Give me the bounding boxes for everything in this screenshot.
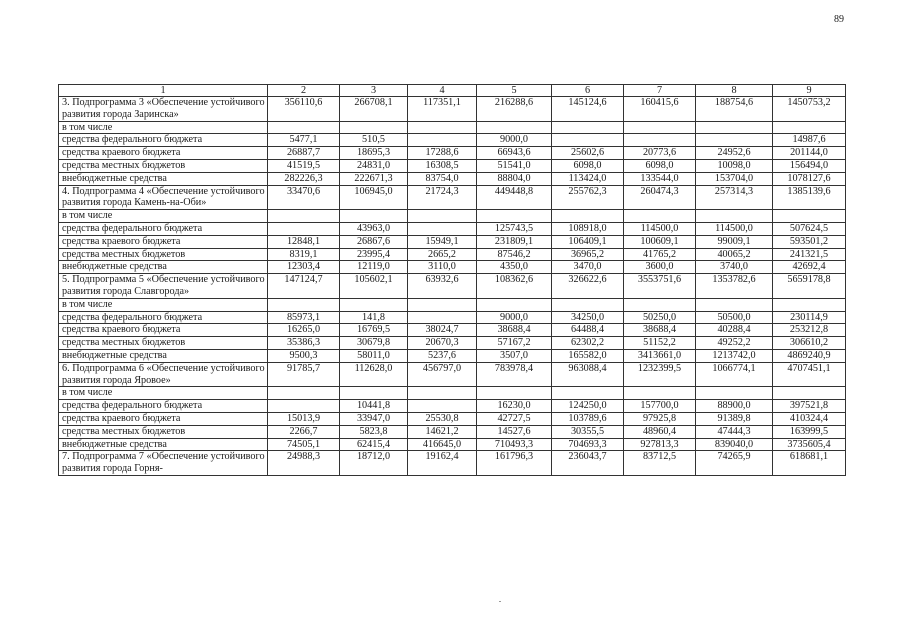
value-cell: 87546,2 — [477, 248, 552, 261]
value-cell: 20670,3 — [408, 337, 477, 350]
budget-table — [58, 84, 846, 476]
value-cell: 1353782,6 — [696, 274, 773, 299]
value-cell: 147124,7 — [268, 274, 340, 299]
row-name-cell: средства местных бюджетов — [59, 159, 268, 172]
value-cell — [268, 298, 340, 311]
value-cell: 88900,0 — [696, 400, 773, 413]
value-cell: 100609,1 — [624, 235, 696, 248]
subprogram-row — [59, 362, 846, 387]
value-cell: 58011,0 — [340, 349, 408, 362]
funding-source-row — [59, 172, 846, 185]
funding-source-row — [59, 134, 846, 147]
row-name-cell: 7. Подпрограмма 7 «Обеспечение устойчивого развития города Горня- — [59, 451, 268, 476]
value-cell: 133544,0 — [624, 172, 696, 185]
value-cell: 103789,6 — [552, 412, 624, 425]
row-name-cell: в том числе — [59, 121, 268, 134]
value-cell: 30679,8 — [340, 337, 408, 350]
value-cell — [624, 134, 696, 147]
row-name-cell: в том числе — [59, 298, 268, 311]
value-cell: 255762,3 — [552, 185, 624, 210]
row-name-cell: средства федерального бюджета — [59, 134, 268, 147]
value-cell: 83754,0 — [408, 172, 477, 185]
value-cell — [268, 121, 340, 134]
row-name-cell: средства местных бюджетов — [59, 248, 268, 261]
value-cell: 1385139,6 — [773, 185, 846, 210]
value-cell: 5237,6 — [408, 349, 477, 362]
value-cell: 1078127,6 — [773, 172, 846, 185]
value-cell: 145124,6 — [552, 97, 624, 122]
value-cell: 74265,9 — [696, 451, 773, 476]
value-cell: 1450753,2 — [773, 97, 846, 122]
value-cell — [477, 387, 552, 400]
header-cell: 6 — [552, 85, 624, 97]
value-cell: 156494,0 — [773, 159, 846, 172]
header-cell: 5 — [477, 85, 552, 97]
value-cell: 113424,0 — [552, 172, 624, 185]
value-cell: 35386,3 — [268, 337, 340, 350]
value-cell — [624, 210, 696, 223]
value-cell — [477, 210, 552, 223]
row-name-cell: средства федерального бюджета — [59, 311, 268, 324]
value-cell: 63932,6 — [408, 274, 477, 299]
value-cell: 108362,6 — [477, 274, 552, 299]
subheading-row — [59, 210, 846, 223]
value-cell: 160415,6 — [624, 97, 696, 122]
funding-source-row — [59, 337, 846, 350]
row-name-cell: средства краевого бюджета — [59, 235, 268, 248]
value-cell: 16308,5 — [408, 159, 477, 172]
value-cell: 106945,0 — [340, 185, 408, 210]
row-name-cell: в том числе — [59, 387, 268, 400]
value-cell: 38688,4 — [624, 324, 696, 337]
row-name-cell: средства федерального бюджета — [59, 222, 268, 235]
value-cell: 306610,2 — [773, 337, 846, 350]
table-body — [59, 85, 846, 476]
row-name-cell: внебюджетные средства — [59, 261, 268, 274]
value-cell — [268, 400, 340, 413]
value-cell: 141,8 — [340, 311, 408, 324]
value-cell: 3413661,0 — [624, 349, 696, 362]
value-cell — [408, 121, 477, 134]
value-cell: 51541,0 — [477, 159, 552, 172]
value-cell — [773, 210, 846, 223]
value-cell: 6098,0 — [552, 159, 624, 172]
value-cell: 24952,6 — [696, 147, 773, 160]
value-cell — [696, 387, 773, 400]
value-cell: 33947,0 — [340, 412, 408, 425]
value-cell: 16230,0 — [477, 400, 552, 413]
value-cell: 3507,0 — [477, 349, 552, 362]
value-cell — [408, 387, 477, 400]
value-cell: 4707451,1 — [773, 362, 846, 387]
row-name-cell: средства местных бюджетов — [59, 337, 268, 350]
value-cell: 105602,1 — [340, 274, 408, 299]
value-cell: 9500,3 — [268, 349, 340, 362]
funding-source-row — [59, 412, 846, 425]
value-cell: 114500,0 — [696, 222, 773, 235]
value-cell: 42727,5 — [477, 412, 552, 425]
value-cell: 30355,5 — [552, 425, 624, 438]
header-cell: 4 — [408, 85, 477, 97]
value-cell: 839040,0 — [696, 438, 773, 451]
value-cell: 416645,0 — [408, 438, 477, 451]
value-cell: 10098,0 — [696, 159, 773, 172]
header-cell: 1 — [59, 85, 268, 97]
value-cell: 91785,7 — [268, 362, 340, 387]
value-cell: 24831,0 — [340, 159, 408, 172]
value-cell — [340, 387, 408, 400]
value-cell — [340, 210, 408, 223]
value-cell: 34250,0 — [552, 311, 624, 324]
value-cell: 57167,2 — [477, 337, 552, 350]
value-cell: 5659178,8 — [773, 274, 846, 299]
row-name-cell: средства краевого бюджета — [59, 324, 268, 337]
value-cell — [340, 298, 408, 311]
value-cell: 704693,3 — [552, 438, 624, 451]
value-cell: 85973,1 — [268, 311, 340, 324]
funding-source-row — [59, 324, 846, 337]
value-cell: 18712,0 — [340, 451, 408, 476]
value-cell: 20773,6 — [624, 147, 696, 160]
value-cell: 216288,6 — [477, 97, 552, 122]
header-cell: 8 — [696, 85, 773, 97]
value-cell: 963088,4 — [552, 362, 624, 387]
value-cell: 99009,1 — [696, 235, 773, 248]
value-cell: 40288,4 — [696, 324, 773, 337]
value-cell: 410324,4 — [773, 412, 846, 425]
value-cell — [408, 222, 477, 235]
value-cell: 74505,1 — [268, 438, 340, 451]
value-cell: 231809,1 — [477, 235, 552, 248]
value-cell — [477, 121, 552, 134]
value-cell: 108918,0 — [552, 222, 624, 235]
value-cell: 97925,8 — [624, 412, 696, 425]
funding-source-row — [59, 400, 846, 413]
value-cell — [268, 387, 340, 400]
value-cell: 593501,2 — [773, 235, 846, 248]
value-cell: 38688,4 — [477, 324, 552, 337]
value-cell: 38024,7 — [408, 324, 477, 337]
value-cell — [552, 121, 624, 134]
value-cell: 62415,4 — [340, 438, 408, 451]
value-cell: 125743,5 — [477, 222, 552, 235]
value-cell: 266708,1 — [340, 97, 408, 122]
value-cell — [552, 298, 624, 311]
value-cell: 24988,3 — [268, 451, 340, 476]
value-cell: 19162,4 — [408, 451, 477, 476]
value-cell: 4869240,9 — [773, 349, 846, 362]
row-name-cell: средства краевого бюджета — [59, 412, 268, 425]
value-cell: 710493,3 — [477, 438, 552, 451]
value-cell: 66943,6 — [477, 147, 552, 160]
value-cell — [773, 298, 846, 311]
value-cell: 3553751,6 — [624, 274, 696, 299]
value-cell: 14987,6 — [773, 134, 846, 147]
value-cell: 188754,6 — [696, 97, 773, 122]
value-cell: 1066774,1 — [696, 362, 773, 387]
value-cell: 17288,6 — [408, 147, 477, 160]
value-cell — [696, 134, 773, 147]
value-cell: 48960,4 — [624, 425, 696, 438]
value-cell — [773, 121, 846, 134]
value-cell: 9000,0 — [477, 134, 552, 147]
value-cell: 3110,0 — [408, 261, 477, 274]
funding-source-row — [59, 222, 846, 235]
funding-source-row — [59, 438, 846, 451]
value-cell — [268, 210, 340, 223]
value-cell — [624, 387, 696, 400]
value-cell: 157700,0 — [624, 400, 696, 413]
value-cell: 8319,1 — [268, 248, 340, 261]
value-cell: 117351,1 — [408, 97, 477, 122]
value-cell — [696, 210, 773, 223]
value-cell — [696, 121, 773, 134]
value-cell: 12119,0 — [340, 261, 408, 274]
header-cell: 9 — [773, 85, 846, 97]
value-cell: 241321,5 — [773, 248, 846, 261]
value-cell: 112628,0 — [340, 362, 408, 387]
value-cell: 42692,4 — [773, 261, 846, 274]
value-cell: 14621,2 — [408, 425, 477, 438]
value-cell — [340, 121, 408, 134]
value-cell: 106409,1 — [552, 235, 624, 248]
value-cell: 260474,3 — [624, 185, 696, 210]
value-cell — [408, 298, 477, 311]
value-cell: 618681,1 — [773, 451, 846, 476]
value-cell — [552, 134, 624, 147]
value-cell: 25602,6 — [552, 147, 624, 160]
row-name-cell: 6. Подпрограмма 6 «Обеспечение устойчивого развития города Яровое» — [59, 362, 268, 387]
value-cell: 114500,0 — [624, 222, 696, 235]
value-cell: 161796,3 — [477, 451, 552, 476]
value-cell: 201144,0 — [773, 147, 846, 160]
value-cell: 3740,0 — [696, 261, 773, 274]
subprogram-row — [59, 97, 846, 122]
value-cell — [268, 222, 340, 235]
value-cell: 282226,3 — [268, 172, 340, 185]
value-cell — [477, 298, 552, 311]
row-name-cell: внебюджетные средства — [59, 438, 268, 451]
value-cell: 927813,3 — [624, 438, 696, 451]
value-cell — [552, 387, 624, 400]
value-cell: 83712,5 — [624, 451, 696, 476]
value-cell: 10441,8 — [340, 400, 408, 413]
value-cell: 507624,5 — [773, 222, 846, 235]
row-name-cell: 4. Подпрограмма 4 «Обеспечение устойчивого развития города Камень-на-Оби» — [59, 185, 268, 210]
subprogram-row — [59, 185, 846, 210]
funding-source-row — [59, 311, 846, 324]
value-cell: 236043,7 — [552, 451, 624, 476]
value-cell: 21724,3 — [408, 185, 477, 210]
row-name-cell: средства местных бюджетов — [59, 425, 268, 438]
value-cell: 50250,0 — [624, 311, 696, 324]
value-cell — [624, 298, 696, 311]
value-cell — [408, 210, 477, 223]
value-cell: 4350,0 — [477, 261, 552, 274]
value-cell: 12303,4 — [268, 261, 340, 274]
value-cell: 64488,4 — [552, 324, 624, 337]
value-cell: 783978,4 — [477, 362, 552, 387]
value-cell: 41519,5 — [268, 159, 340, 172]
subheading-row — [59, 121, 846, 134]
value-cell: 43963,0 — [340, 222, 408, 235]
funding-source-row — [59, 425, 846, 438]
value-cell: 15013,9 — [268, 412, 340, 425]
value-cell: 397521,8 — [773, 400, 846, 413]
header-cell: 2 — [268, 85, 340, 97]
value-cell — [552, 210, 624, 223]
value-cell: 230114,9 — [773, 311, 846, 324]
value-cell: 9000,0 — [477, 311, 552, 324]
value-cell: 16265,0 — [268, 324, 340, 337]
row-name-cell: в том числе — [59, 210, 268, 223]
subprogram-row — [59, 274, 846, 299]
value-cell: 5823,8 — [340, 425, 408, 438]
value-cell: 26887,7 — [268, 147, 340, 160]
value-cell: 1232399,5 — [624, 362, 696, 387]
funding-source-row — [59, 248, 846, 261]
value-cell — [773, 387, 846, 400]
value-cell: 449448,8 — [477, 185, 552, 210]
page-number: 89 — [834, 14, 844, 25]
value-cell: 51152,2 — [624, 337, 696, 350]
row-name-cell: внебюджетные средства — [59, 172, 268, 185]
value-cell — [408, 134, 477, 147]
value-cell: 326622,6 — [552, 274, 624, 299]
value-cell: 15949,1 — [408, 235, 477, 248]
value-cell: 165582,0 — [552, 349, 624, 362]
value-cell: 18695,3 — [340, 147, 408, 160]
value-cell: 36965,2 — [552, 248, 624, 261]
value-cell: 16769,5 — [340, 324, 408, 337]
value-cell — [696, 298, 773, 311]
scan-mark — [499, 601, 501, 602]
funding-source-row — [59, 159, 846, 172]
funding-source-row — [59, 349, 846, 362]
funding-source-row — [59, 261, 846, 274]
value-cell: 222671,3 — [340, 172, 408, 185]
value-cell: 510,5 — [340, 134, 408, 147]
value-cell: 2266,7 — [268, 425, 340, 438]
value-cell: 3735605,4 — [773, 438, 846, 451]
value-cell: 6098,0 — [624, 159, 696, 172]
value-cell: 91389,8 — [696, 412, 773, 425]
row-name-cell: 3. Подпрограмма 3 «Обеспечение устойчивого развития города Заринска» — [59, 97, 268, 122]
value-cell: 153704,0 — [696, 172, 773, 185]
value-cell: 2665,2 — [408, 248, 477, 261]
value-cell: 88804,0 — [477, 172, 552, 185]
value-cell: 163999,5 — [773, 425, 846, 438]
value-cell: 47444,3 — [696, 425, 773, 438]
row-name-cell: средства краевого бюджета — [59, 147, 268, 160]
value-cell: 1213742,0 — [696, 349, 773, 362]
value-cell: 253212,8 — [773, 324, 846, 337]
funding-source-row — [59, 235, 846, 248]
value-cell: 40065,2 — [696, 248, 773, 261]
row-name-cell: средства федерального бюджета — [59, 400, 268, 413]
header-cell: 7 — [624, 85, 696, 97]
value-cell: 23995,4 — [340, 248, 408, 261]
value-cell: 3470,0 — [552, 261, 624, 274]
subprogram-row — [59, 451, 846, 476]
value-cell: 41765,2 — [624, 248, 696, 261]
value-cell — [624, 121, 696, 134]
value-cell — [408, 311, 477, 324]
subheading-row — [59, 387, 846, 400]
value-cell: 50500,0 — [696, 311, 773, 324]
value-cell: 12848,1 — [268, 235, 340, 248]
value-cell: 25530,8 — [408, 412, 477, 425]
subheading-row — [59, 298, 846, 311]
header-row — [59, 85, 846, 97]
value-cell: 5477,1 — [268, 134, 340, 147]
value-cell: 26867,6 — [340, 235, 408, 248]
value-cell: 356110,6 — [268, 97, 340, 122]
value-cell: 124250,0 — [552, 400, 624, 413]
value-cell: 456797,0 — [408, 362, 477, 387]
value-cell: 49252,2 — [696, 337, 773, 350]
value-cell — [408, 400, 477, 413]
row-name-cell: 5. Подпрограмма 5 «Обеспечение устойчивого развития города Славгорода» — [59, 274, 268, 299]
funding-source-row — [59, 147, 846, 160]
value-cell: 33470,6 — [268, 185, 340, 210]
header-cell: 3 — [340, 85, 408, 97]
value-cell: 257314,3 — [696, 185, 773, 210]
value-cell: 14527,6 — [477, 425, 552, 438]
row-name-cell: внебюджетные средства — [59, 349, 268, 362]
value-cell: 62302,2 — [552, 337, 624, 350]
value-cell: 3600,0 — [624, 261, 696, 274]
